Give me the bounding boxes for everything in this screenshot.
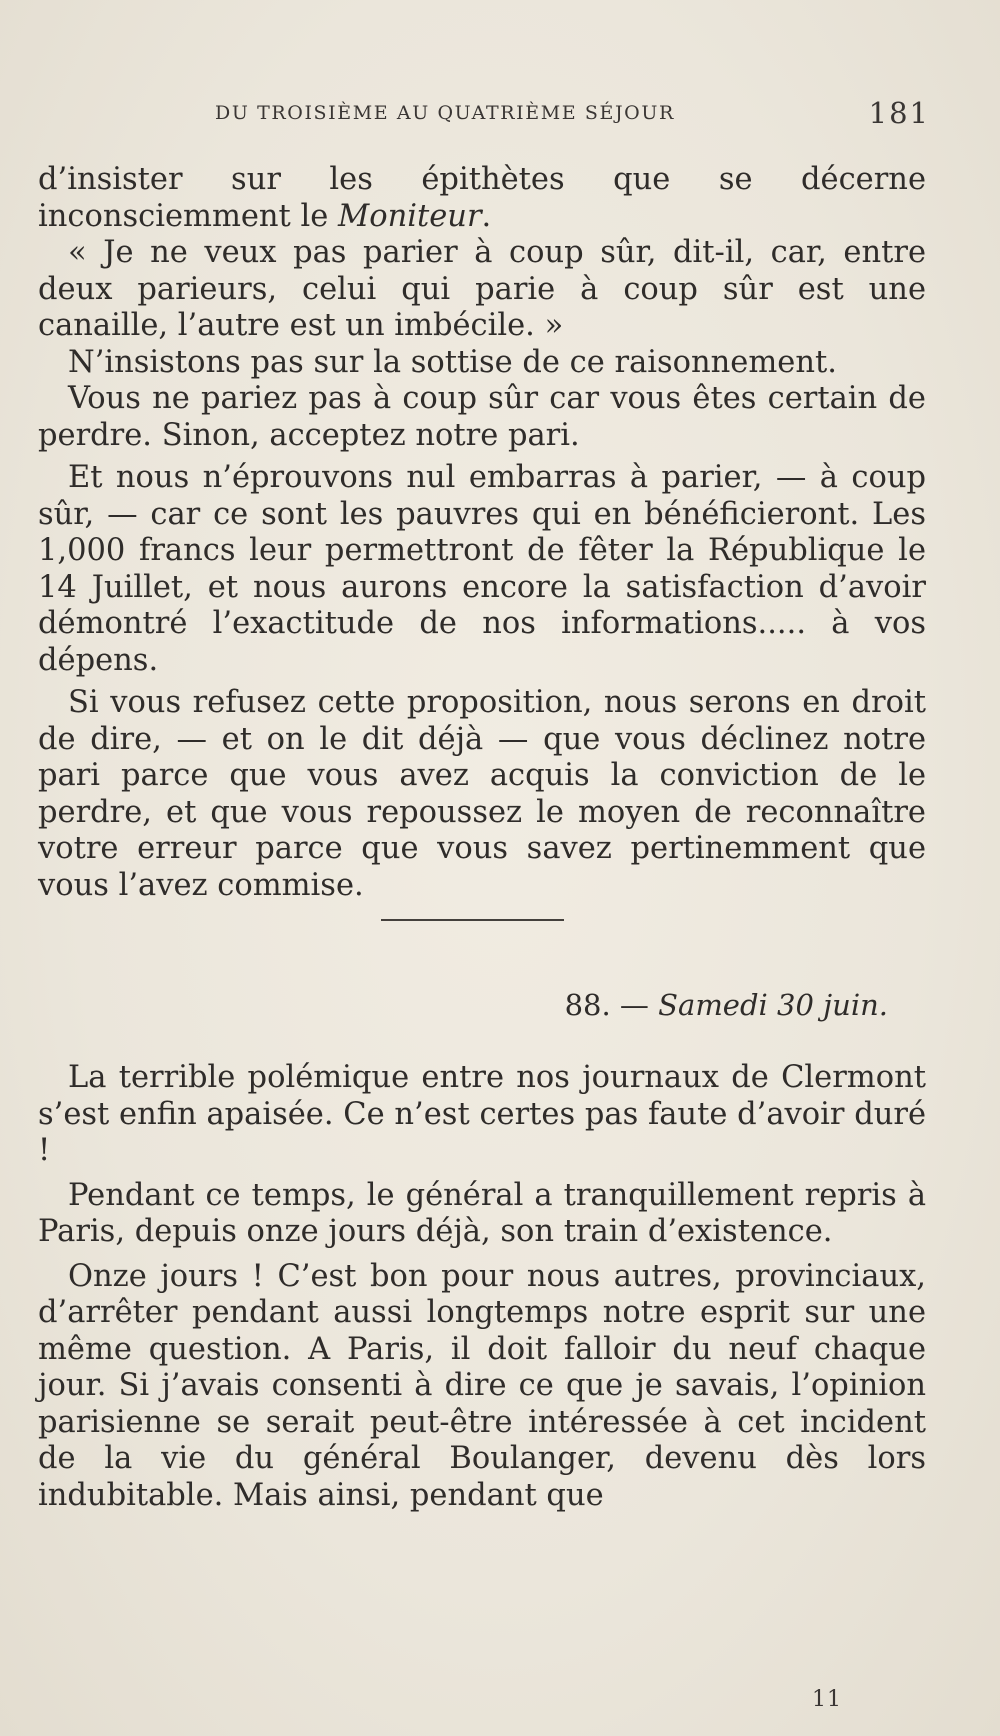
- text-block-continued: [38, 162, 926, 904]
- newspaper-title: Moniteur: [338, 198, 482, 234]
- running-head: [215, 96, 930, 136]
- page-number: 181: [868, 96, 930, 130]
- running-title: DU TROISIÈME AU QUATRIÈME SÉJOUR: [215, 102, 675, 124]
- paragraph: La terrible polémique entre nos journaux de Clermont s’est enfin apaisée. Ce n’est certes pas faute d’avoir duré !: [38, 1060, 926, 1168]
- paragraph: « Je ne veux pas parier à coup sûr, dit-il, car, entre deux parieurs, celui qui parie à coup sûr est une canaille, l’autre est un imbécile. »: [38, 235, 926, 343]
- text-block-entry: [38, 1060, 926, 1514]
- paragraph: Vous ne pariez pas à coup sûr car vous êtes certain de perdre. Sinon, acceptez notre pari.: [38, 381, 926, 453]
- entry-number: 88. —: [564, 988, 649, 1022]
- paragraph: N’insistons pas sur la sottise de ce raisonnement.: [68, 344, 837, 380]
- entry-heading: [565, 988, 888, 1022]
- paragraph: Si vous refusez cette proposition, nous serons en droit de dire, — et on le dit déjà — que vous déclinez notre pari parce que vous avez acquis la conviction de le perdre, et que vous repoussez le moyen de reconnaître votre erreur parce que vous savez pertinemment que vous l’avez commise.: [38, 685, 926, 903]
- paragraph: Et nous n’éprouvons nul embarras à parier, — à coup sûr, — car ce sont les pauvres qui en bénéficieront. Les 1,000 francs leur permettront de fêter la République le 14 Juillet, et nous aurons encore la satisfaction d’avoir démontré l’exactitude de nos informations..... à vos dépens.: [38, 460, 926, 678]
- section-separator-rule: [381, 919, 564, 921]
- paragraph: d’insister sur les épithètes que se décerne inconsciemment le Moniteur.: [38, 162, 926, 234]
- entry-date: Samedi 30 juin.: [658, 988, 888, 1022]
- paragraph: Pendant ce temps, le général a tranquillement repris à Paris, depuis onze jours déjà, son train d’existence.: [38, 1177, 926, 1249]
- paragraph: Onze jours ! C’est bon pour nous autres, provinciaux, d’arrêter pendant aussi longtemps notre esprit sur une même question. A Paris, il doit falloir du neuf chaque jour. Si j’avais consenti à dire ce que je savais, l’opinion parisienne se serait peut-être intéressée à cet incident de la vie du général Boulanger, devenu dès lors indubitable. Mais ainsi, pendant que: [38, 1258, 926, 1513]
- signature-mark: 11: [812, 1687, 842, 1712]
